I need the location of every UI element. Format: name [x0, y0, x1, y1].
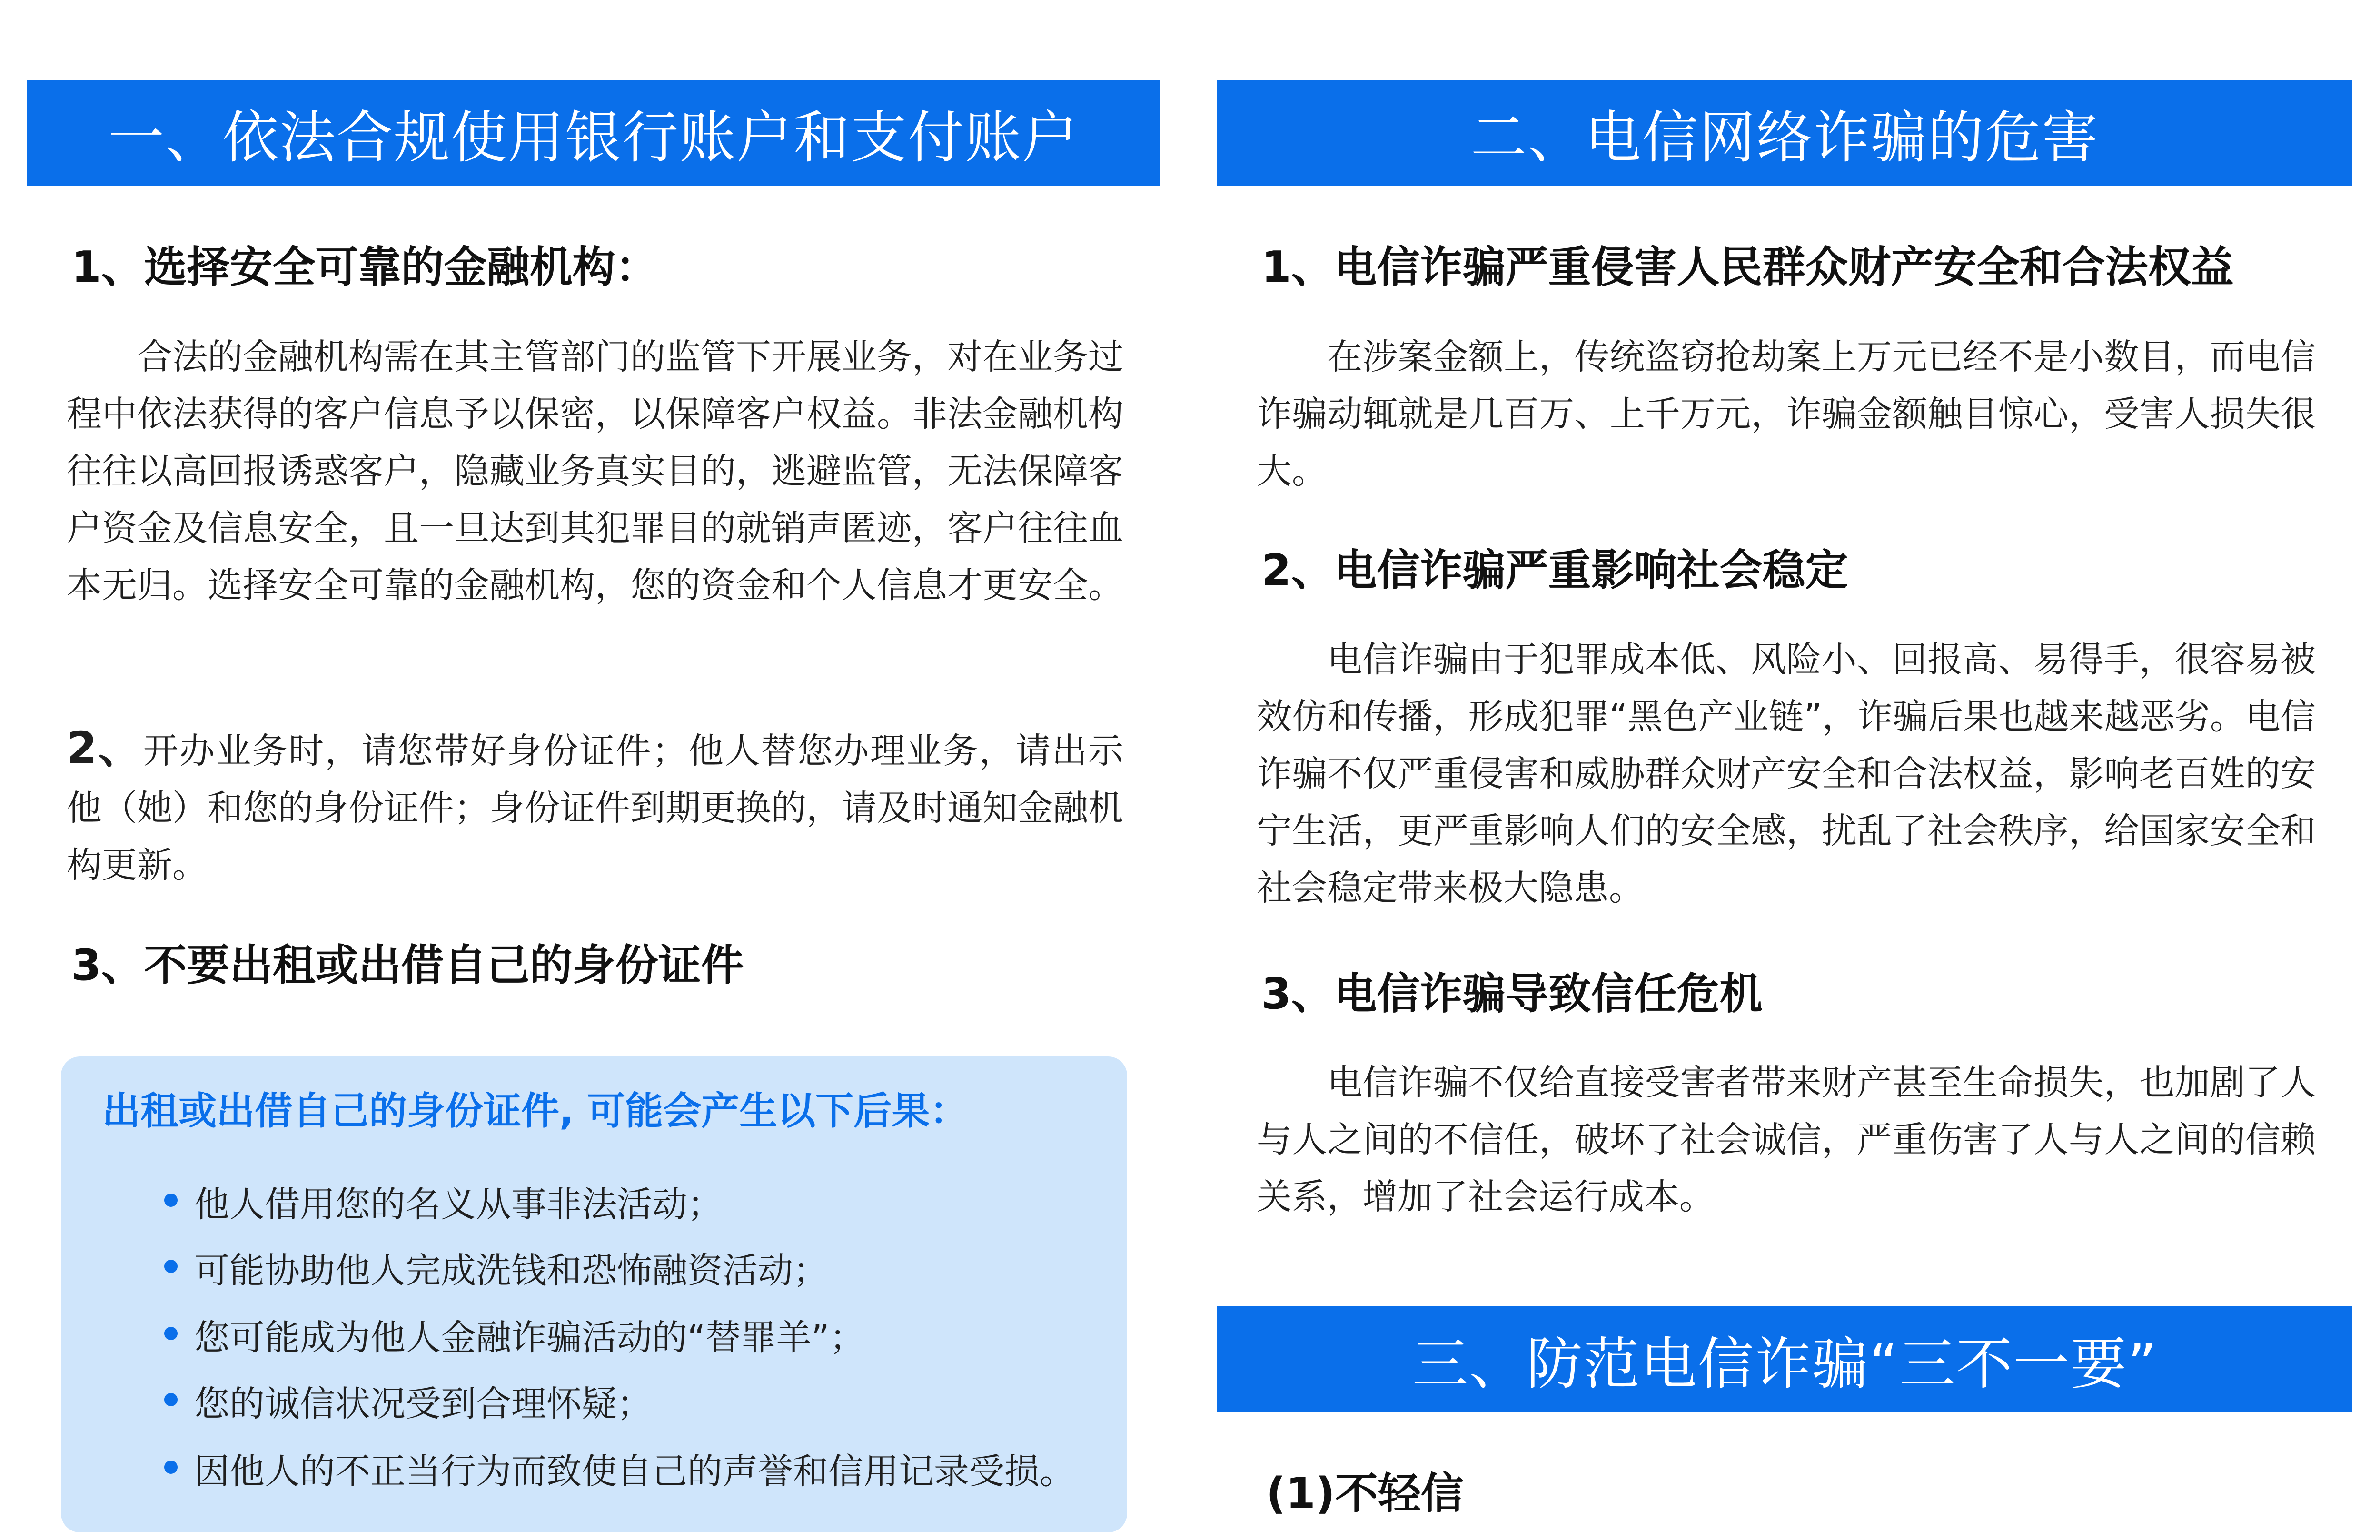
section-banner-2-title: 二、电信网络诈骗的危害 [1470, 105, 2099, 170]
paragraph-id-documents [67, 720, 1123, 894]
bullet-dot [164, 1260, 178, 1273]
heading-do-not-trust: (1)不轻信 [1266, 1469, 1464, 1519]
section-banner-1 [27, 80, 1160, 186]
heading-social-stability: 2、电信诈骗严重影响社会稳定 [1261, 545, 1848, 595]
section-banner-2 [1217, 80, 2352, 186]
section-banner-1-title: 一、依法合规使用银行账户和支付账户 [108, 105, 1079, 170]
paragraph-trust-crisis: 电信诈骗不仅给直接受害者带来财产甚至生命损失，也加剧了人与人之间的不信任，破坏了社会诚信，严重伤害了人与人之间的信赖关系，增加了社会运行成本。 [1257, 1062, 2316, 1217]
consequence-item: 可能协助他人完成洗钱和恐怖融资活动； [194, 1250, 828, 1291]
paragraph-institution: 合法的金融机构需在其主管部门的监管下开展业务，对在业务过程中依法获得的客户信息予以保密，以保障客户权益。非法金融机构往往以高回报诱惑客户，隐藏业务真实目的，逃避监管，无法保障客户资金及信息安全，且一旦达到其犯罪目的就销声匿迹，客户往往血本无归。选择安全可靠的金融机构，您的资金和个人信息才更安全。 [67, 336, 1123, 606]
paragraph-social-stability: 电信诈骗由于犯罪成本低、风险小、回报高、易得手，很容易被效仿和传播，形成犯罪“黑色产业链”，诈骗后果也越来越恶劣。电信诈骗不仅严重侵害和威胁群众财产安全和合法权益，影响老百姓的安宁生活，更严重影响人们的安全感，扰乱了社会秩序，给国家安全和社会稳定带来极大隐患。 [1257, 639, 2316, 908]
section-banner-3-title: 三、防范电信诈骗“三不一要” [1412, 1331, 2158, 1397]
section-banner-3 [1217, 1306, 2352, 1412]
bullet-dot [164, 1327, 178, 1340]
heading-trust-crisis: 3、电信诈骗导致信任危机 [1261, 969, 1763, 1019]
consequence-item: 因他人的不正当行为而致使自己的声誉和信用记录受损。 [194, 1451, 1075, 1492]
paragraph-id-documents-text: 开办业务时，请您带好身份证件；他人替您办理业务，请出示他（她）和您的身份证件；身份证件到期更换的，请及时通知金融机构更新。 [67, 731, 1124, 886]
paragraph-id-documents-number: 2、 [67, 722, 143, 773]
consequence-item: 您可能成为他人金融诈骗活动的“替罪羊”； [194, 1317, 865, 1358]
bullet-dot [164, 1393, 178, 1406]
consequences-title: 出租或出借自己的身份证件, 可能会产生以下后果： [102, 1089, 968, 1133]
consequence-item: 您的诚信状况受到合理怀疑； [194, 1383, 652, 1424]
paragraph-property-harm: 在涉案金额上，传统盗窃抢劫案上万元已经不是小数目，而电信诈骗动辄就是几百万、上千万元，诈骗金额触目惊心，受害人损失很大。 [1257, 336, 2316, 492]
heading-do-not-lend-id: 3、不要出租或出借自己的身份证件 [71, 940, 744, 990]
consequence-item: 他人借用您的名义从事非法活动； [194, 1184, 723, 1225]
bullet-dot [164, 1194, 178, 1207]
heading-choose-institution: 1、选择安全可靠的金融机构： [71, 242, 658, 292]
bullet-dot [164, 1461, 178, 1474]
heading-property-harm: 1、电信诈骗严重侵害人民群众财产安全和合法权益 [1261, 242, 2234, 292]
